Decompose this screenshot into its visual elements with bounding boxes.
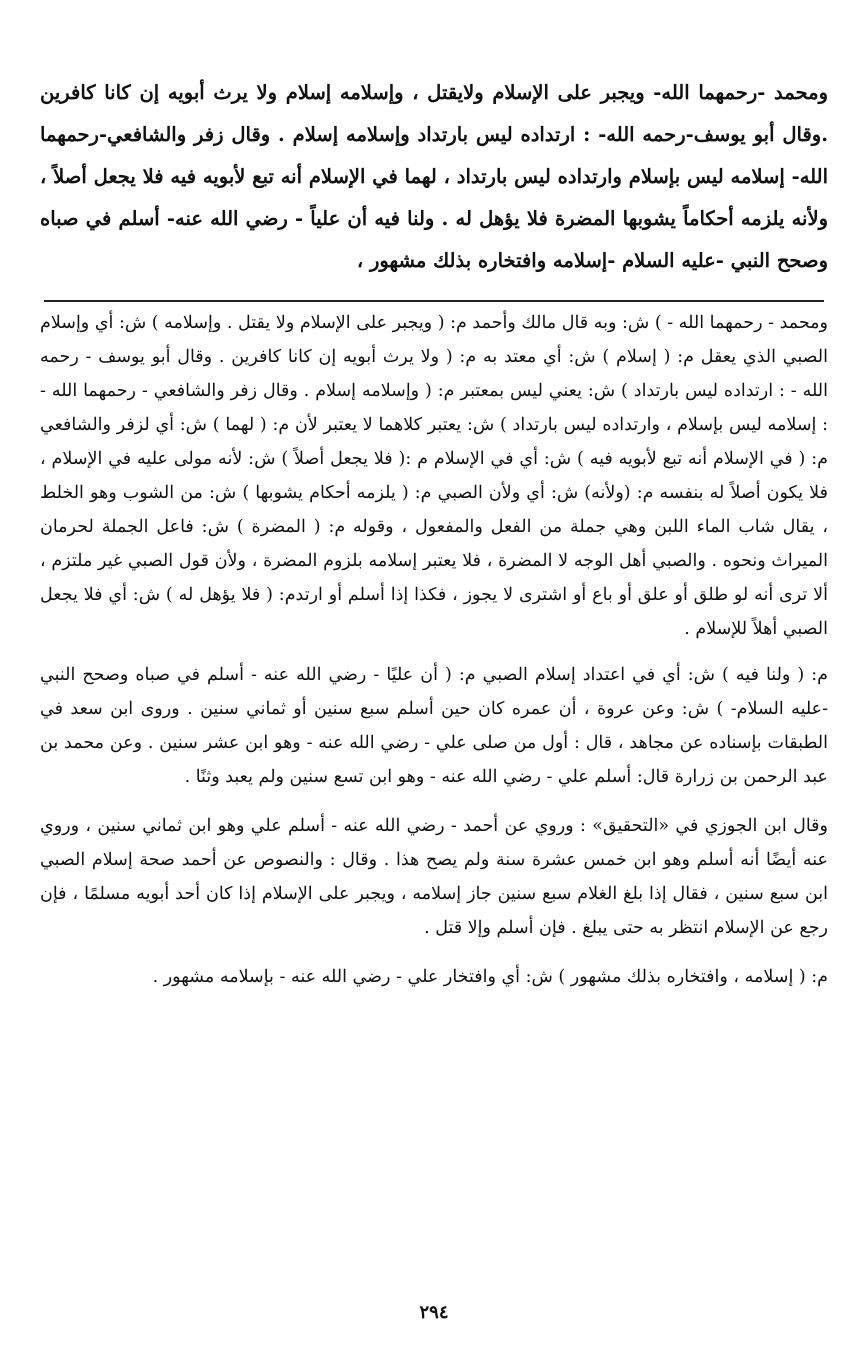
commentary-paragraph-4: م: ( إسلامه ، وافتخاره بذلك مشهور ) ش: أي وافتخار علي - رضي الله عنه - بإسلامه مشهور .: [152, 967, 828, 987]
commentary-paragraph-3: وقال ابن الجوزي في «التحقيق» : وروي عن أحمد - رضي الله عنه - أسلم علي وهو ابن ثماني سنين ، وروي عنه أيضًا أنه أسلم وهو ابن خمس عشرة سنة ولم يصح هذا . وقال : والنصوص عن أحمد صحة إسلام الصبي ابن سبع سنين ، فقال إذا بلغ الغلام سبع سنين جاز إسلامه ، ويجبر على الإسلام إذا كان أحد أبويه مسلمًا ، فإن رجع عن الإسلام انتظر به حتى يبلغ . فإن أسلم وإلا قتل .: [40, 816, 828, 938]
commentary-paragraph-1: ومحمد - رحمهما الله - ) ش: وبه قال مالك وأحمد م: ( ويجبر على الإسلام ولا يقتل . وإسلامه ) ش: أي وإسلام الصبي الذي يعقل م: ( إسلام ) ش: أي معتد به م: ( ولا يرث أبويه إن كانا كافرين . وقال أبو يوسف - رحمه الله - : ارتداده ليس بارتداد ) ش: يعني ليس بمعتبر م: ( وإسلامه إسلام . وقال زفر والشافعي - رحمهما الله - : إسلامه ليس بإسلام ، وارتداده ليس بارتداد ) ش: يعتبر كلاهما لا يعتبر لأن م: ( لهما ) ش: أي لزفر والشافعي م: ( في الإسلام أنه تبع لأبويه فيه ) ش: أي في الإسلام م :( فلا يجعل أصلاً ) ش: لأنه مولى عليه في الإسلام ، فلا يكون أصلاً له بنفسه م: (ولأنه) ش: أي ولأن الصبي م: ( يلزمه أحكام يشوبها ) ش: من الشوب وهو الخلط ، يقال شاب الماء اللبن وهي جملة من الفعل والمفعول ، وقوله م: ( المضرة ) ش: فاعل الجملة لحرمان الميراث ونحوه . والصبي أهل الوجه لا المضرة ، فلا يعتبر إسلامه بلزوم المضرة ، ولأن قول الصبي غير ملتزم ، ألا ترى أنه لو طلق أو علق أو باع أو اشترى لا يجوز ، فكذا إذا أسلم أو ارتدم: ( فلا يؤهل له ) ش: أي فلا يجعل الصبي أهلاً للإسلام .: [40, 313, 829, 639]
commentary-paragraph-2: م: ( ولنا فيه ) ش: أي في اعتداد إسلام الصبي م: ( أن عليًا - رضي الله عنه - أسلم في صباه وصحح النبي -عليه السلام- ) ش: وعن عروة ، أن عمره كان حين أسلم سبع سنين أو ثماني سنين . وروى ابن سعد في الطبقات بإسناده عن مجاهد ، قال : أول من صلى علي - رضي الله عنه - وهو ابن عشر سنين . وعن محمد بن عبد الرحمن بن زرارة قال: أسلم علي - رضي الله عنه - وهو ابن تسع سنين ولم يعبد وثنًا .: [40, 665, 828, 787]
commentary-block: [40, 306, 828, 1009]
separator-line: [44, 300, 824, 302]
main-text-block: [40, 72, 828, 282]
main-text-paragraph: ومحمد -رحمهما الله- ويجبر على الإسلام ولايقتل ، وإسلامه إسلام ولا يرث أبويه إن كانا كافرين .وقال أبو يوسف-رحمه الله- : ارتداده ليس بارتداد وإسلامه إسلام . وقال زفر والشافعي-رحمهما الله- إسلامه ليس بإسلام وارتداده ليس بارتداد ، لهما في الإسلام أنه تبع لأبويه فيه فلا يجعل أصلاً ، ولأنه يلزمه أحكاماً يشوبها المضرة فلا يؤهل له . ولنا فيه أن علياً - رضي الله عنه- أسلم في صباه وصحح النبي -عليه السلام -إسلامه وافتخاره بذلك مشهور ،: [40, 81, 828, 272]
page-number: ٢٩٤: [419, 1302, 449, 1323]
